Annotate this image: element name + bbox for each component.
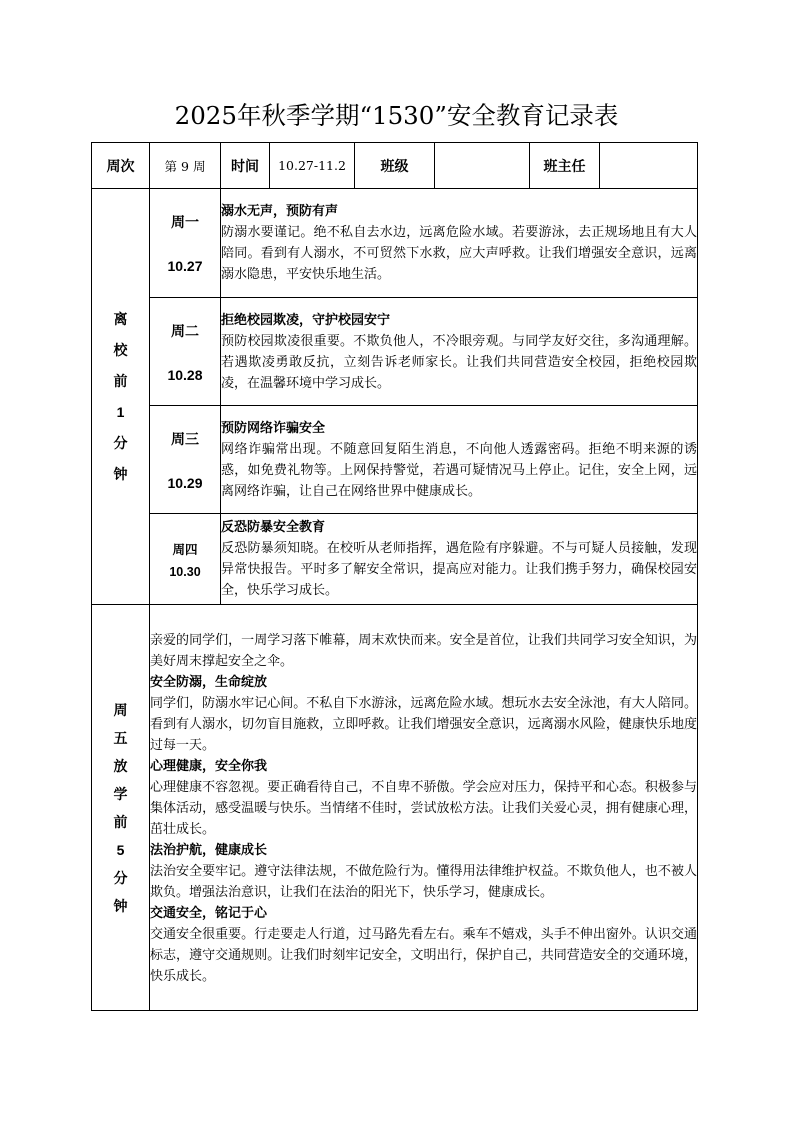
week-label: 周次 — [92, 143, 150, 189]
day-name: 周三 — [171, 430, 199, 447]
day-text: 网络诈骗常出现。不随意回复陌生消息，不向他人透露密码。拒绝不明来源的诱惑，如免费礼物等。上网保持警觉，若遇可疑情况马上停止。记住，安全上网，远离网络诈骗，让自己在网络世界中健康成长。 — [221, 441, 697, 499]
teacher-label: 班主任 — [530, 143, 600, 189]
day-heading: 拒绝校园欺凌，守护校园安宁 — [221, 312, 391, 328]
topic-text: 心理健康不容忽视。要正确看待自己，不自卑不骄傲。学会应对压力，保持平和心态。积极参与集体活动，感受温暖与快乐。当情绪不佳时，尝试放松方法。让我们关爱心灵，拥有健康心理，茁壮成长。 — [150, 780, 697, 837]
day-content — [221, 406, 698, 514]
section2-label-char: 周 — [113, 701, 128, 718]
section2-label-char: 五 — [113, 729, 128, 746]
section1-label-char: 1 — [116, 404, 125, 420]
day-heading: 反恐防暴安全教育 — [221, 520, 326, 535]
day-date: 10.27 — [167, 258, 203, 274]
header-row — [92, 143, 698, 189]
section2-label-char: 钟 — [113, 897, 128, 914]
day-row-thursday — [92, 514, 698, 605]
day-row-wednesday — [92, 406, 698, 514]
friday-row — [92, 605, 698, 1011]
day-text: 反恐防暴须知晓。在校听从老师指挥，遇危险有序躲避。不与可疑人员接触，发现异常快报告。平时多了解安全常识，提高应对能力。让我们携手努力，确保校园安全，快乐学习成长。 — [221, 541, 697, 598]
week-value: 第 9 周 — [150, 143, 221, 189]
teacher-value — [600, 143, 698, 189]
day-row-monday — [92, 189, 698, 298]
time-value: 10.27-11.2 — [270, 143, 355, 189]
day-cell — [150, 189, 221, 298]
day-name: 周四 — [172, 542, 198, 557]
section1-label-char: 钟 — [113, 466, 128, 482]
time-label: 时间 — [221, 143, 270, 189]
day-date: 10.28 — [167, 366, 203, 383]
day-cell — [150, 514, 221, 605]
section2-label-char: 前 — [113, 813, 128, 830]
topic-heading: 安全防溺，生命绽放 — [150, 675, 268, 690]
day-date: 10.30 — [169, 564, 201, 579]
friday-content — [150, 605, 698, 1011]
topic-heading: 心理健康，安全你我 — [150, 759, 268, 774]
section2-label-char: 学 — [113, 785, 128, 802]
section2-label-char: 分 — [113, 869, 128, 886]
class-label: 班级 — [355, 143, 435, 189]
section2-label — [92, 605, 150, 1011]
day-content — [221, 298, 698, 406]
section1-label — [92, 189, 150, 605]
day-name: 周二 — [171, 322, 199, 339]
record-table — [91, 142, 698, 1011]
page-title: 2025年秋季学期“1530”安全教育记录表 — [174, 101, 619, 130]
section2-label-char: 放 — [113, 757, 128, 774]
topic-heading: 交通安全，铭记于心 — [150, 906, 268, 921]
day-text: 预防校园欺凌很重要。不欺负他人，不冷眼旁观。与同学友好交往，多沟通理解。若遇欺凌勇敢反抗，立刻告诉老师家长。让我们共同营造安全校园，拒绝校园欺凌，在温馨环境中学习成长。 — [221, 333, 697, 391]
day-date: 10.29 — [167, 474, 203, 491]
day-cell — [150, 406, 221, 514]
day-heading: 预防网络诈骗安全 — [221, 420, 326, 436]
section2-label-char: 5 — [116, 841, 125, 858]
section1-label-char: 分 — [113, 435, 128, 451]
class-value — [435, 143, 530, 189]
topic-text: 交通安全很重要。行走要走人行道，过马路先看左右。乘车不嬉戏，头手不伸出窗外。认识交通标志，遵守交通规则。让我们时刻牢记安全，文明出行，保护自己，共同营造安全的交通环境，快乐成长。 — [150, 927, 697, 984]
section1-label-char: 校 — [113, 342, 128, 358]
friday-intro: 亲爱的同学们，一周学习落下帷幕，周末欢快而来。安全是首位，让我们共同学习安全知识，为美好周末撑起安全之伞。 — [150, 633, 697, 669]
topic-text: 同学们，防溺水牢记心间。不私自下水游泳，远离危险水域。想玩水去安全泳池，有大人陪同。看到有人溺水，切勿盲目施救，立即呼救。让我们增强安全意识，远离溺水风险，健康快乐地度过每一天。 — [150, 696, 697, 753]
day-name: 周一 — [171, 214, 199, 230]
day-content — [221, 189, 698, 298]
section1-label-char: 前 — [113, 373, 128, 389]
day-text: 防溺水要谨记。绝不私自去水边，远离危险水域。若要游泳，去正规场地且有大人陪同。看到有人溺水，不可贸然下水救，应大声呼救。让我们增强安全意识，远离溺水隐患，平安快乐地生活。 — [221, 225, 697, 282]
day-content — [221, 514, 698, 605]
topic-text: 法治安全要牢记。遵守法律法规，不做危险行为。懂得用法律维护权益。不欺负他人，也不被人欺负。增强法治意识，让我们在法治的阳光下，快乐学习，健康成长。 — [150, 864, 697, 900]
day-row-tuesday — [92, 298, 698, 406]
day-heading: 溺水无声，预防有声 — [221, 204, 339, 219]
section1-label-char: 离 — [113, 311, 128, 327]
topic-heading: 法治护航，健康成长 — [150, 843, 268, 858]
day-cell — [150, 298, 221, 406]
